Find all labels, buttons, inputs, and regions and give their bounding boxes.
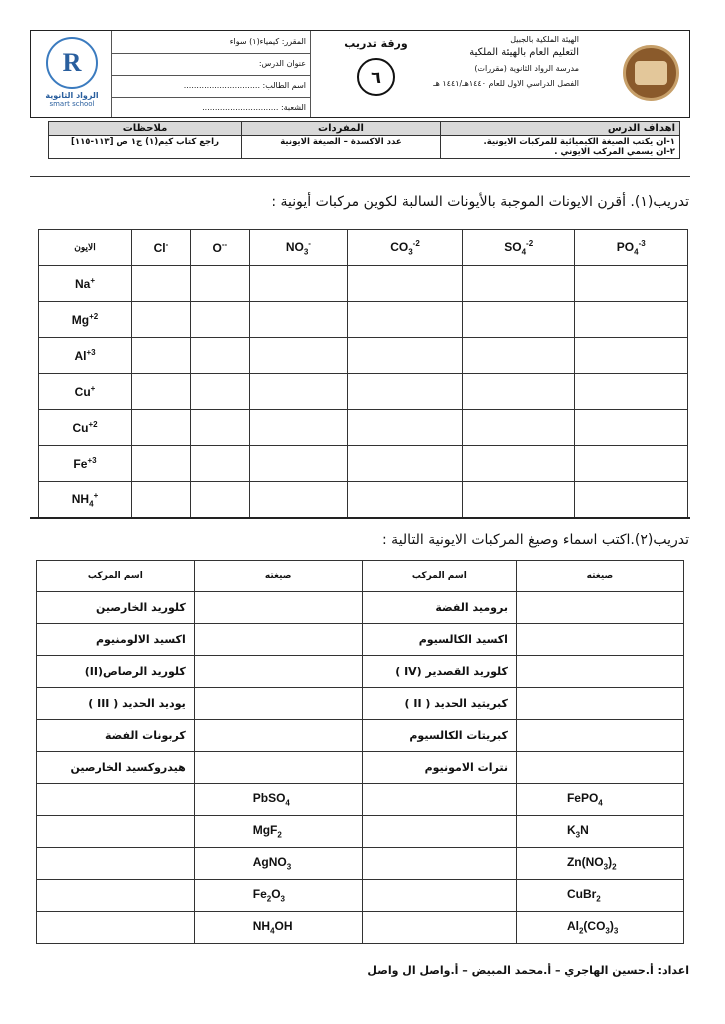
table-row — [37, 624, 684, 656]
compound-name: كلوريد الخارصين — [37, 592, 195, 624]
table-row — [37, 784, 684, 816]
table-row — [39, 482, 688, 518]
course-field: المقرر: كيمياء(١) سواء — [229, 37, 306, 46]
anion-header — [249, 230, 347, 266]
formula-header: صيغته — [194, 561, 362, 592]
notes-cell: راجع كتاب كيم(١) ج١ ص [١١٣-١١٥] — [49, 136, 242, 159]
answer-cell[interactable] — [362, 912, 516, 944]
answer-cell[interactable] — [362, 816, 516, 848]
answer-cell[interactable] — [132, 482, 191, 518]
answer-cell[interactable] — [37, 880, 195, 912]
section-separator — [30, 517, 690, 519]
exercise1-title: تدريب(١). أقرن الايونات الموجبة بالأيونات السالبة لكوين مركبات أيونية : — [271, 194, 689, 210]
cation-header — [39, 446, 132, 482]
formula-text: AgNO$_3$ — [252, 855, 292, 872]
objective-item: ٢-ان يسمي المركب الايوني . — [554, 147, 675, 157]
table-row — [39, 338, 688, 374]
ion-symbol: Na+ — [74, 276, 95, 291]
answer-cell[interactable] — [575, 266, 688, 302]
divider — [30, 176, 690, 177]
table-row — [37, 656, 684, 688]
ion-symbol: $NO_3^-$ — [285, 238, 311, 257]
cation-header — [39, 266, 132, 302]
table-row — [37, 720, 684, 752]
answer-cell[interactable] — [190, 446, 249, 482]
anion-header — [462, 230, 574, 266]
compound-name: اكسيد الالومنيوم — [37, 624, 195, 656]
answer-cell[interactable] — [37, 784, 195, 816]
answer-cell[interactable] — [190, 482, 249, 518]
answer-cell[interactable] — [348, 410, 463, 446]
answer-cell[interactable] — [194, 688, 362, 720]
compound-name: كربونات الفضة — [37, 720, 195, 752]
answer-cell[interactable] — [132, 338, 191, 374]
school-brand — [37, 37, 107, 108]
ion-symbol: $Al^{+3}$ — [74, 348, 96, 363]
header-right — [404, 35, 579, 88]
table-row — [39, 266, 688, 302]
answer-cell[interactable] — [348, 482, 463, 518]
answer-cell[interactable] — [575, 446, 688, 482]
answer-cell[interactable] — [249, 302, 347, 338]
lesson-title-field: عنوان الدرس: — [258, 59, 306, 68]
compound-name: بروميد الفضة — [362, 592, 516, 624]
anion-header — [132, 230, 191, 266]
formula-text: $Al_2(CO_3)_3$ — [566, 919, 619, 936]
answer-cell[interactable] — [37, 848, 195, 880]
header-education: التعليم العام بالهيئة الملكية — [469, 47, 579, 58]
answer-cell[interactable] — [462, 374, 574, 410]
compound-name: كبريتات الكالسيوم — [362, 720, 516, 752]
corner-header: الايون — [39, 230, 132, 266]
objectives-cell — [441, 136, 680, 159]
formula-text: PbSO$_4$ — [252, 791, 290, 808]
vocabulary-cell: عدد الاكسدة – الصيغة الايونية — [242, 136, 441, 159]
answer-cell[interactable] — [132, 446, 191, 482]
answer-cell[interactable] — [348, 374, 463, 410]
credits: اعداد: أ.حسين الهاجري – أ.محمد المبيض – أ.واصل ال واصل — [367, 964, 689, 977]
table-row — [37, 880, 684, 912]
answer-cell[interactable] — [516, 656, 683, 688]
ion-symbol: $NH_4^+$ — [71, 490, 99, 509]
answer-cell[interactable] — [132, 266, 191, 302]
answer-cell[interactable] — [575, 410, 688, 446]
ion-symbol: $Mg^{+2}$ — [71, 312, 99, 327]
ion-symbol: $Fe^{+3}$ — [73, 456, 97, 471]
compound-formula — [194, 912, 362, 944]
answer-cell[interactable] — [462, 338, 574, 374]
formula-header: صيغته — [516, 561, 683, 592]
answer-cell[interactable] — [575, 338, 688, 374]
ion-symbol: O-- — [212, 240, 228, 255]
ion-symbol: Cl- — [153, 240, 169, 255]
answer-cell[interactable] — [462, 410, 574, 446]
section-field: الشعبة: .............................. — [202, 103, 306, 112]
compound-formula — [516, 784, 683, 816]
compound-formula — [194, 784, 362, 816]
answer-cell[interactable] — [249, 338, 347, 374]
table-row — [37, 912, 684, 944]
table-row — [39, 374, 688, 410]
ion-symbol: $Cu^{+2}$ — [72, 420, 98, 435]
table-row — [39, 410, 688, 446]
anion-header — [190, 230, 249, 266]
anion-header — [348, 230, 463, 266]
brand-r-logo: R — [46, 37, 98, 89]
brand-english: smart school — [49, 100, 95, 108]
answer-cell[interactable] — [362, 880, 516, 912]
objectives-header: اهداف الدرس — [441, 122, 680, 136]
table-header-row — [39, 230, 688, 266]
vocabulary-header: المفردات — [242, 122, 441, 136]
answer-cell[interactable] — [362, 848, 516, 880]
compound-formula — [516, 912, 683, 944]
exercise2-table — [36, 560, 684, 944]
answer-cell[interactable] — [190, 374, 249, 410]
answer-cell[interactable] — [37, 912, 195, 944]
answer-cell[interactable] — [348, 446, 463, 482]
answer-cell[interactable] — [37, 816, 195, 848]
header-left — [111, 31, 311, 117]
name-header: اسم المركب — [362, 561, 516, 592]
answer-cell[interactable] — [362, 784, 516, 816]
exercise2-title: تدريب(٢).اكتب اسماء وصيغ المركبات الايونية التالية : — [382, 532, 689, 548]
table-row — [37, 592, 684, 624]
answer-cell[interactable] — [132, 410, 191, 446]
name-header: اسم المركب — [37, 561, 195, 592]
table-row — [37, 688, 684, 720]
answer-cell[interactable] — [516, 720, 683, 752]
cation-header — [39, 374, 132, 410]
header-box — [30, 30, 690, 118]
header-org: الهيئة الملكية بالجبيل — [510, 35, 579, 44]
formula-text: MgF$_2$ — [252, 823, 282, 840]
cation-header — [39, 302, 132, 338]
answer-cell[interactable] — [190, 302, 249, 338]
formula-text: $Fe_2O_3$ — [252, 887, 285, 904]
ion-symbol: Cu+ — [74, 384, 96, 399]
cation-header — [39, 482, 132, 518]
answer-cell[interactable] — [516, 752, 683, 784]
compound-formula — [516, 816, 683, 848]
ion-symbol: $PO_4^{-3}$ — [616, 238, 646, 257]
cation-header — [39, 338, 132, 374]
compound-name: كلوريد الرصاص(II) — [37, 656, 195, 688]
table-row — [37, 752, 684, 784]
answer-cell[interactable] — [249, 374, 347, 410]
header-school: مدرسة الرواد الثانوية (مقررات) — [474, 64, 579, 73]
answer-cell[interactable] — [190, 266, 249, 302]
answer-cell[interactable] — [249, 482, 347, 518]
worksheet-title: ورقة تدريب — [344, 37, 408, 50]
formula-text: $Zn(NO_3)_2$ — [566, 855, 617, 872]
compound-formula — [194, 880, 362, 912]
answer-cell[interactable] — [462, 266, 574, 302]
formula-text: FePO$_4$ — [566, 791, 603, 808]
objectives-table — [48, 121, 680, 159]
ion-symbol: $CO_3^{-2}$ — [390, 238, 420, 257]
table-row — [37, 816, 684, 848]
student-name-field: اسم الطالب: .............................. — [183, 81, 306, 90]
formula-text: $NH_4OH$ — [252, 919, 293, 936]
compound-name: يوديد الحديد ( III ) — [37, 688, 195, 720]
formula-text: $K_3N$ — [566, 823, 589, 840]
brand-arabic: الرواد الثانوية — [45, 91, 99, 100]
header-term: الفصل الدراسي الاول للعام ١٤٤٠هـ/١٤٤١ هـ — [433, 79, 579, 88]
ion-symbol: $SO_4^{-2}$ — [504, 238, 534, 257]
compound-name: اكسيد الكالسيوم — [362, 624, 516, 656]
answer-cell[interactable] — [348, 266, 463, 302]
answer-cell[interactable] — [132, 374, 191, 410]
answer-cell[interactable] — [249, 410, 347, 446]
answer-cell[interactable] — [190, 338, 249, 374]
answer-cell[interactable] — [348, 338, 463, 374]
compound-formula — [194, 848, 362, 880]
anion-header — [575, 230, 688, 266]
compound-name: كلوريد القصدير (IV ) — [362, 656, 516, 688]
objective-item: ١-ان يكتب الصيغة الكيميائية للمركبات الايونية. — [483, 137, 675, 147]
cation-header — [39, 410, 132, 446]
answer-cell[interactable] — [194, 624, 362, 656]
answer-cell[interactable] — [190, 410, 249, 446]
table-row — [39, 302, 688, 338]
school-seal-logo — [623, 45, 679, 101]
header-center — [331, 37, 421, 96]
formula-text: CuBr$_2$ — [566, 887, 601, 904]
answer-cell[interactable] — [348, 302, 463, 338]
answer-cell[interactable] — [575, 302, 688, 338]
answer-cell[interactable] — [194, 656, 362, 688]
compound-name: نترات الامونيوم — [362, 752, 516, 784]
answer-cell[interactable] — [575, 482, 688, 518]
answer-cell[interactable] — [462, 302, 574, 338]
answer-cell[interactable] — [516, 624, 683, 656]
compound-formula — [194, 816, 362, 848]
answer-cell[interactable] — [194, 592, 362, 624]
answer-cell[interactable] — [462, 482, 574, 518]
compound-formula — [516, 880, 683, 912]
compound-name: هيدروكسيد الخارصين — [37, 752, 195, 784]
answer-cell[interactable] — [249, 446, 347, 482]
answer-cell[interactable] — [132, 302, 191, 338]
answer-cell[interactable] — [462, 446, 574, 482]
answer-cell[interactable] — [249, 266, 347, 302]
worksheet-number: ٦ — [357, 58, 395, 96]
table-header-row — [37, 561, 684, 592]
compound-name: كبريتيد الحديد ( II ) — [362, 688, 516, 720]
answer-cell[interactable] — [575, 374, 688, 410]
answer-cell[interactable] — [194, 720, 362, 752]
notes-header: ملاحظات — [49, 122, 242, 136]
compound-formula — [516, 848, 683, 880]
table-row — [37, 848, 684, 880]
table-row — [39, 446, 688, 482]
answer-cell[interactable] — [194, 752, 362, 784]
answer-cell[interactable] — [516, 688, 683, 720]
answer-cell[interactable] — [516, 592, 683, 624]
exercise1-table — [38, 229, 688, 518]
